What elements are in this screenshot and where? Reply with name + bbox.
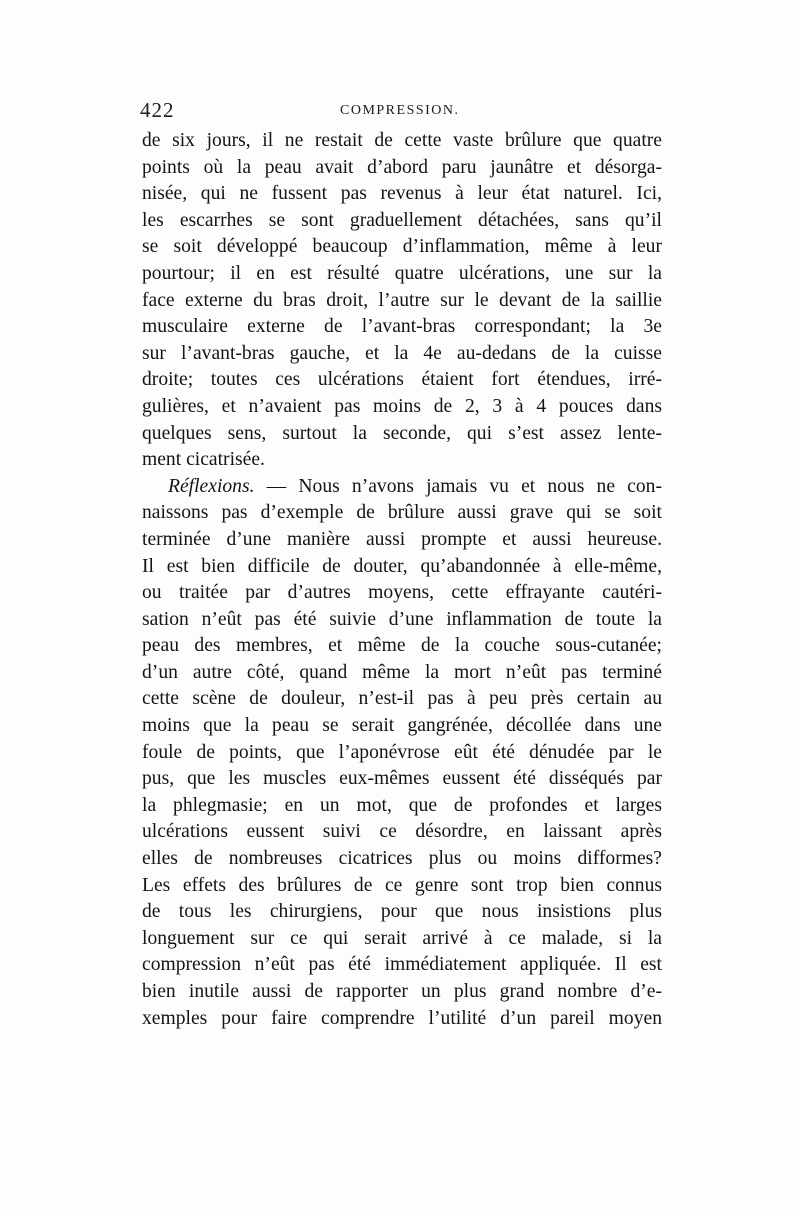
- text-line: sation n’eût pas été suivie d’une inflammation de toute la: [142, 608, 662, 630]
- text-line: de tous les chirurgiens, pour que nous insistions plus: [142, 901, 662, 923]
- text-line: Les effets des brûlures de ce genre sont trop bien connus: [142, 874, 662, 896]
- text-line: se soit développé beaucoup d’inflammation, même à leur: [142, 236, 662, 258]
- reflexions-first-line: [142, 474, 662, 501]
- running-title: COMPRESSION.: [340, 103, 460, 118]
- reflexions-first-line-text: — Nous n’avons jamais vu et nous ne con-: [254, 475, 662, 497]
- text-line: ment cicatrisée.: [142, 449, 265, 471]
- text-line: points où la peau avait d’abord paru jaunâtre et désorga-: [142, 156, 662, 178]
- text-line: cette scène de douleur, n’est-il pas à peu près certain au: [142, 688, 662, 710]
- text-line: pourtour; il en est résulté quatre ulcérations, une sur la: [142, 262, 662, 284]
- text-line: xemples pour faire comprendre l’utilité d’un pareil moyen: [142, 1007, 662, 1029]
- text-line: ulcérations eussent suivi ce désordre, en laissant après: [142, 821, 662, 843]
- text-line: terminée d’une manière aussi prompte et aussi heureuse.: [142, 528, 662, 550]
- text-line: peau des membres, et même de la couche sous-cutanée;: [142, 635, 662, 657]
- text-line: de six jours, il ne restait de cette vaste brûlure que quatre: [142, 130, 662, 151]
- text-line: droite; toutes ces ulcérations étaient fort étendues, irré-: [142, 369, 662, 391]
- text-line: ou traitée par d’autres moyens, cette effrayante cautéri-: [142, 582, 662, 604]
- text-line: d’un autre côté, quand même la mort n’eût pas terminé: [142, 661, 662, 683]
- text-line: les escarrhes se sont graduellement détachées, sans qu’il: [142, 209, 662, 231]
- text-line: longuement sur ce qui serait arrivé à ce malade, si la: [142, 927, 662, 949]
- text-line: la phlegmasie; en un mot, que de profondes et larges: [142, 794, 662, 816]
- text-line: sur l’avant-bras gauche, et la 4e au-dedans de la cuisse: [142, 342, 662, 364]
- text-line: pus, que les muscles eux-mêmes eussent été disséqués par: [142, 768, 662, 790]
- text-line: gulières, et n’avaient pas moins de 2, 3 à 4 pouces dans: [142, 395, 662, 417]
- text-line: quelques sens, surtout la seconde, qui s’est assez lente-: [142, 422, 662, 444]
- text-line: musculaire externe de l’avant-bras correspondant; la 3e: [142, 316, 662, 338]
- text-line: face externe du bras droit, l’autre sur le devant de la saillie: [142, 289, 662, 311]
- reflexions-label: Réflexions.: [168, 475, 255, 497]
- text-line: moins que la peau se serait gangrénée, décollée dans une: [142, 715, 662, 737]
- body-text: [142, 128, 662, 1032]
- text-line: compression n’eût pas été immédiatement appliquée. Il est: [142, 954, 662, 976]
- text-line: naissons pas d’exemple de brûlure aussi grave qui se soit: [142, 502, 662, 524]
- page-number: 422: [140, 98, 175, 122]
- text-line: Il est bien difficile de douter, qu’abandonnée à elle-même,: [142, 555, 662, 577]
- text-line: foule de points, que l’aponévrose eût été dénudée par le: [142, 741, 662, 763]
- page-header: [140, 98, 660, 128]
- text-line: nisée, qui ne fussent pas revenus à leur état naturel. Ici,: [142, 183, 662, 205]
- text-line: elles de nombreuses cicatrices plus ou moins difformes?: [142, 848, 662, 870]
- text-line: bien inutile aussi de rapporter un plus grand nombre d’e-: [142, 981, 662, 1002]
